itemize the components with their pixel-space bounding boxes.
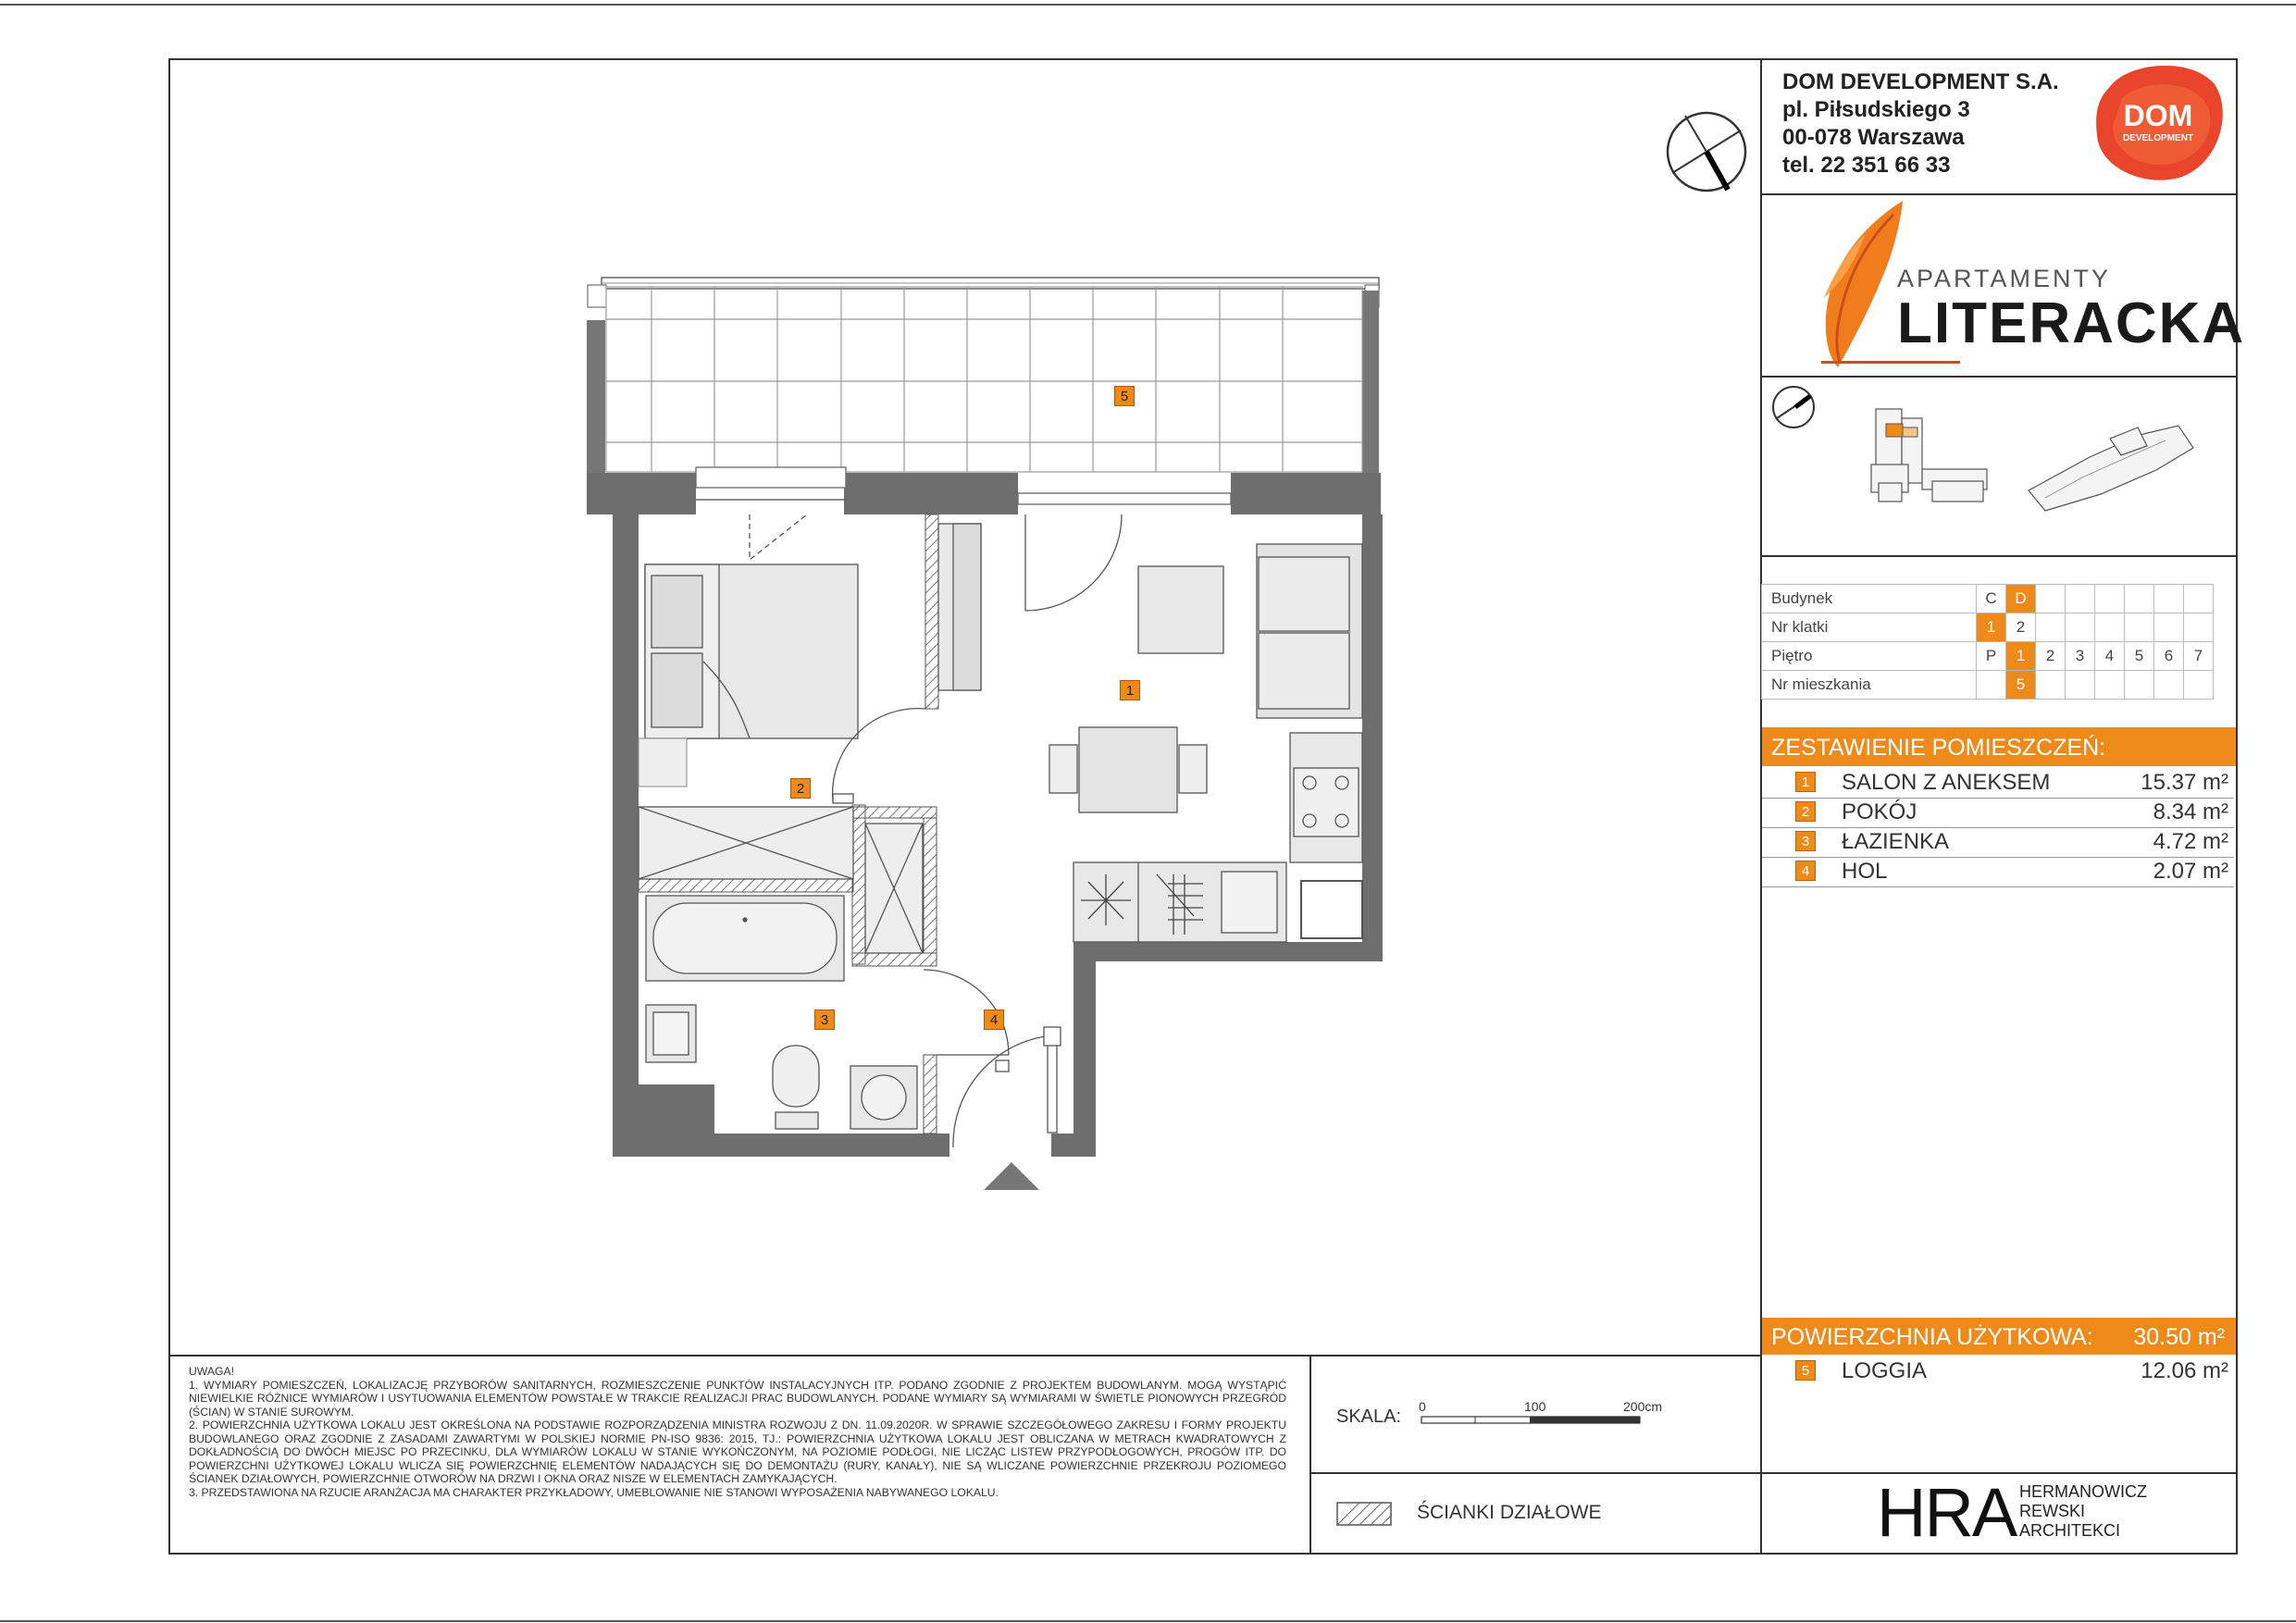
scale-divider xyxy=(1309,1355,1311,1555)
room-number-tag: 3 xyxy=(1795,831,1816,851)
architect-name xyxy=(2019,1482,2147,1541)
room-number-tag: 2 xyxy=(1795,801,1816,822)
selector-cell-selected: 1 xyxy=(1977,613,2006,642)
plan-room-tag: 5 xyxy=(1114,386,1135,406)
selector-cell: 2 xyxy=(2006,613,2036,642)
kitchen-counter xyxy=(1074,862,1286,942)
plan-room-tag: 4 xyxy=(984,1010,1004,1030)
rooms-summary-header xyxy=(1762,727,2236,766)
room-name: ŁAZIENKA xyxy=(1842,829,1950,854)
selector-cell xyxy=(2125,671,2154,700)
company-address xyxy=(1782,68,2059,180)
note-item: 1. WYMIARY POMIESZCZEŃ, LOKALIZACJĘ PRZYBORÓW SANITARNYCH, ROZMIESZCZENIE PUNKTÓW INSTALACYJNYCH ITP. PODANO ZGODNIE Z PROJEKTEM BUDOWLANYM. MOGĄ WYSTĄPIĆ NIEWIELKIE RÓŻNICE WYMIARÓW I USYTUOWANIA ELEMENTÓW POWSTAŁE W TRAKCIE REALIZACJI PRAC BUDOWLANYCH. PODANE WYMIARY SĄ WYMIARAMI W ŚWIETLE PIONOWYCH PRZEGRÓD (ŚCIAN) W STANIE SUROWYM. xyxy=(189,1378,1286,1419)
coffee-table xyxy=(1138,566,1223,653)
room-area: 8.34 m² xyxy=(2153,799,2228,824)
scale-legend-divider xyxy=(1309,1472,1762,1474)
selector-cell xyxy=(2036,613,2066,642)
room-name: HOL xyxy=(1842,859,1888,884)
selector-cell xyxy=(2184,671,2214,700)
selector-row-apartment xyxy=(1762,671,2214,700)
plan-room-tag: 3 xyxy=(814,1010,835,1030)
entrance-door xyxy=(953,1027,1061,1147)
selector-cell-selected: 1 xyxy=(2006,642,2036,671)
plan-room-tag: 1 xyxy=(1120,680,1140,700)
shower-tray xyxy=(865,824,923,953)
entrance-marker-icon xyxy=(984,1162,1039,1190)
company-phone: tel. 22 351 66 33 xyxy=(1782,153,1951,178)
washbasin xyxy=(646,1005,696,1062)
room-number-tag: 4 xyxy=(1795,861,1816,881)
room-name: LOGGIA xyxy=(1842,1358,1928,1383)
dom-logo-subtext: DEVELOPMENT xyxy=(2122,133,2194,143)
north-arrow-small-icon xyxy=(1773,387,1814,427)
usable-area-bar xyxy=(1762,1318,2236,1355)
company-city: 00-078 Warszawa xyxy=(1782,125,1965,150)
company-name: DOM DEVELOPMENT S.A. xyxy=(1782,69,2059,94)
architect-logo-mark: HRA xyxy=(1877,1474,2017,1551)
room-area: 2.07 m² xyxy=(2153,859,2228,884)
washing-machine xyxy=(850,1066,917,1129)
bed xyxy=(645,564,858,738)
selector-cell xyxy=(2066,671,2095,700)
usable-area-value: 30.50 m² xyxy=(2133,1324,2225,1350)
page-bottom-rule xyxy=(0,1620,2296,1622)
brand-title: LITERACKA xyxy=(1897,291,2246,355)
scale-tick: 200cm xyxy=(1623,1399,1663,1414)
room-row xyxy=(1762,857,2234,887)
room-row xyxy=(1762,798,2234,828)
selector-cell-selected: 5 xyxy=(2006,671,2036,700)
selector-cell xyxy=(2036,585,2066,613)
selector-cell: C xyxy=(1977,585,2006,613)
architect-name-line: REWSKI xyxy=(2019,1502,2086,1520)
selector-row-building xyxy=(1762,585,2214,613)
shower-cabinet xyxy=(639,807,853,879)
loggia-row xyxy=(1762,1357,2234,1386)
room-number-tag: 1 xyxy=(1795,772,1816,792)
room-area: 4.72 m² xyxy=(2153,829,2228,854)
north-arrow-icon xyxy=(1663,108,1750,195)
architect-logo xyxy=(1877,1474,2147,1551)
panel-line-2 xyxy=(1760,376,2238,378)
selector-cell xyxy=(1977,671,2006,700)
usable-area-label: POWIERZCHNIA UŻYTKOWA: xyxy=(1771,1324,2093,1350)
selector-cell xyxy=(2066,613,2095,642)
room-name: POKÓJ xyxy=(1842,799,1917,824)
selector-cell xyxy=(2125,585,2154,613)
dining-table xyxy=(1049,727,1207,812)
room-row xyxy=(1762,827,2234,858)
brand-subtitle: APARTAMENTY xyxy=(1897,265,2112,292)
selector-label: Piętro xyxy=(1762,642,1977,671)
selector-cell: P xyxy=(1977,642,2006,671)
selector-cell: 4 xyxy=(2095,642,2125,671)
floor-plan xyxy=(574,259,1407,1203)
selector-cell-selected: D xyxy=(2006,585,2036,613)
partition-wall-legend-icon xyxy=(1336,1502,1392,1526)
toilet xyxy=(773,1046,819,1129)
notes-divider xyxy=(168,1355,1762,1357)
selector-cell xyxy=(2154,585,2184,613)
scale-bar xyxy=(1421,1415,1643,1426)
selector-row-staircase xyxy=(1762,613,2214,642)
selector-label: Budynek xyxy=(1762,585,1977,613)
selector-cell: 2 xyxy=(2036,642,2066,671)
scale-tick: 0 xyxy=(1419,1399,1426,1414)
note-item: 3. PRZEDSTAWIONA NA RZUCIE ARANŻACJA MA CHARAKTER PRZYKŁADOWY, UMEBLOWANIE NIE STANOWI WYPOSAŻENIA NABYWANEGO LOKALU. xyxy=(189,1485,999,1499)
room-row xyxy=(1762,768,2234,799)
notes-title: UWAGA! xyxy=(189,1365,234,1378)
selector-cell xyxy=(2154,671,2184,700)
loggia-area xyxy=(587,278,1379,473)
brand-underline xyxy=(1821,361,1960,364)
selector-cell xyxy=(2184,613,2214,642)
scale-label: SKALA: xyxy=(1336,1406,1402,1427)
legend-label: ŚCIANKI DZIAŁOWE xyxy=(1417,1502,1602,1523)
sofa xyxy=(1257,544,1362,718)
apartment-selector-table xyxy=(1761,584,2214,700)
page-top-rule xyxy=(0,4,2296,6)
rooms-summary-title: ZESTAWIENIE POMIESZCZEŃ: xyxy=(1771,735,2106,761)
panel-line-1 xyxy=(1760,193,2238,195)
selector-label: Nr mieszkania xyxy=(1762,671,1977,700)
selector-cell: 5 xyxy=(2125,642,2154,671)
room-number-tag: 5 xyxy=(1795,1360,1816,1381)
nightstand xyxy=(639,738,687,787)
dom-logo-text: DOM xyxy=(2123,99,2193,132)
selector-cell: 3 xyxy=(2066,642,2095,671)
fridge xyxy=(1301,881,1362,938)
architect-name-line: HERMANOWICZ xyxy=(2019,1482,2147,1501)
selector-row-floor xyxy=(1762,642,2214,671)
site-key-plan xyxy=(1768,381,2230,548)
selector-cell xyxy=(2095,585,2125,613)
notes-block xyxy=(189,1365,1286,1499)
selector-cell xyxy=(2036,671,2066,700)
bathtub xyxy=(646,896,844,981)
cooktop xyxy=(1290,733,1362,862)
plan-room-tag: 2 xyxy=(790,778,811,799)
selector-cell xyxy=(2095,613,2125,642)
selector-cell xyxy=(2154,613,2184,642)
company-street: pl. Piłsudskiego 3 xyxy=(1782,97,1970,122)
selector-cell xyxy=(2125,613,2154,642)
room-area: 15.37 m² xyxy=(2141,770,2228,795)
panel-line-3 xyxy=(1760,555,2238,557)
dom-development-logo xyxy=(2090,61,2227,181)
selector-cell: 6 xyxy=(2154,642,2184,671)
scale-tick: 100 xyxy=(1524,1399,1546,1414)
note-item: 2. POWIERZCHNIA UŻYTKOWA LOKALU JEST OKREŚLONA NA PODSTAWIE ROZPORZĄDZENIA MINISTRA ROZWOJU Z DN. 11.09.2020R. W SPRAWIE SZCZEGÓŁOWEGO ZAKRESU I FORMY PROJEKTU BUDOWLANEGO ORAZ ZGODNIE Z ZASADAMI ZAWARTYMI W POLSKIEJ NORMIE PN-ISO 9836: 2015, TJ.: POWIERZCHNIA UŻYTKOWA LOKALU JEST OBLICZANA W METRACH KWADRATOWYCH Z DOKŁADNOŚCIĄ DO DWÓCH MIEJSC PO PRZECINKU, DLA WYMIARÓW LOKALU W STANIE WYKOŃCZONYM, NA POZIOMIE PODŁOGI, NIE LICZĄC LISTEW PRZYPODŁOGOWYCH, PROGÓW ITP. DO POWIERZCHNI UŻYTKOWEJ LOKALU WLICZA SIĘ POWIERZCHNIĘ ELEMENTÓW NADAJĄCYCH SIĘ DO DEMONTAŻU (RURY, KANAŁY), NIE SĄ WLICZANE POWIERZCHNIE PRZEKROJU POZIOMEGO ŚCIANEK DZIAŁOWYCH, POWIERZCHNIE OTWORÓW NA DRZWI I OKNA ORAZ NISZE W ELEMENTACH ZAMYKAJĄCYCH. xyxy=(189,1419,1286,1485)
selector-cell xyxy=(2095,671,2125,700)
room-area: 12.06 m² xyxy=(2141,1358,2228,1383)
wardrobe xyxy=(938,524,981,690)
selector-cell xyxy=(2066,585,2095,613)
selector-cell: 7 xyxy=(2184,642,2214,671)
selector-cell xyxy=(2184,585,2214,613)
architect-name-line: ARCHITEKCI xyxy=(2019,1521,2121,1540)
selector-label: Nr klatki xyxy=(1762,613,1977,642)
room-name: SALON Z ANEKSEM xyxy=(1842,770,2051,795)
